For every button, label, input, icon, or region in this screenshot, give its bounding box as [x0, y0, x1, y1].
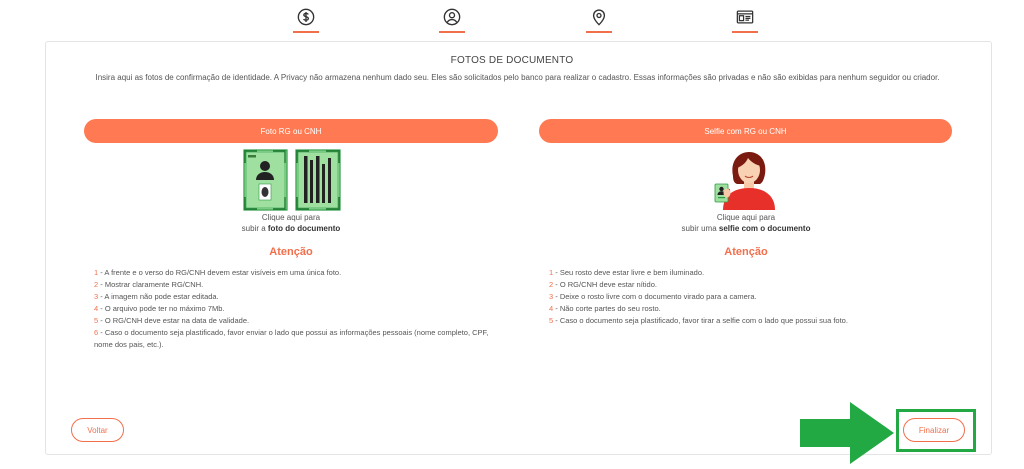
selfie-upload-link[interactable]: [646, 212, 846, 234]
selfie-upload-line2: [646, 223, 846, 234]
selfie-upload-prefix: subir uma: [681, 224, 719, 233]
selfie-upload-illustration[interactable]: [705, 146, 785, 210]
step-indicator: [0, 0, 1024, 40]
step-underline: [732, 31, 758, 33]
list-item: 4 - O arquivo pode ter no máximo 7Mb.: [94, 304, 225, 313]
list-item: 3 - A imagem não pode estar editada.: [94, 292, 219, 301]
step-profile[interactable]: [437, 8, 467, 34]
list-item: 5 - Caso o documento seja plastificado, favor tirar a selfie com o lado que possui sua foto.: [549, 316, 848, 325]
selfie-rules-list: [549, 267, 949, 327]
dollar-circle-icon: [297, 8, 315, 26]
list-item: 4 - Não corte partes do seu rosto.: [549, 304, 661, 313]
step-underline: [293, 31, 319, 33]
list-item: 2 - Mostrar claramente RG/CNH.: [94, 280, 204, 289]
documents-card: [45, 41, 992, 455]
document-upload-link[interactable]: [191, 212, 391, 234]
document-rules-list: [94, 267, 494, 351]
selfie-upload-line1: Clique aqui para: [716, 213, 776, 222]
step-documents[interactable]: [730, 8, 760, 34]
back-button[interactable]: Voltar: [71, 418, 124, 442]
list-item: 3 - Deixe o rosto livre com o documento virado para a camera.: [549, 292, 757, 301]
section-title: FOTOS DE DOCUMENTO: [450, 55, 574, 66]
document-upload-line2: [191, 223, 391, 234]
selfie-photo-header-label: Selfie com RG ou CNH: [704, 126, 787, 136]
selfie-photo-header: [539, 119, 952, 143]
list-item: 1 - A frente e o verso do RG/CNH devem estar visíveis em uma única foto.: [94, 268, 342, 277]
list-item: 5 - O RG/CNH deve estar na data de validade.: [94, 316, 250, 325]
document-upload-prefix: subir a: [241, 224, 268, 233]
list-item: 6 - Caso o documento seja plastificado, favor enviar o lado que possui as informações pessoais (nome completo, CPF, nome dos pais, etc.).: [94, 328, 489, 349]
document-photo-header-label: Foto RG ou CNH: [260, 126, 322, 136]
selfie-upload-bold: selfie com o documento: [718, 224, 811, 233]
document-attention-title: Atenção: [269, 246, 313, 258]
step-payment[interactable]: [291, 8, 321, 34]
selfie-attention-title: Atenção: [724, 246, 768, 258]
finish-button[interactable]: Finalizar: [903, 418, 965, 442]
step-underline: [439, 31, 465, 33]
list-item: 2 - O RG/CNH deve estar nítido.: [549, 280, 657, 289]
document-photo-header: [84, 119, 498, 143]
section-intro: Insira aqui as fotos de confirmação de identidade. A Privacy não armazena nenhum dado seu. Eles são solicitados pelo banco para realizar o cadastro. Essas informações são privadas e não são exibidas para nenhum seguidor ou criador.: [95, 73, 940, 82]
list-item: 1 - Seu rosto deve estar livre e bem iluminado.: [549, 268, 705, 277]
step-underline: [586, 31, 612, 33]
document-upload-illustration[interactable]: [243, 149, 341, 211]
arrow-right-icon: [800, 402, 894, 464]
document-upload-line1: Clique aqui para: [261, 213, 321, 222]
location-pin-icon: [590, 8, 608, 26]
id-card-icon: [736, 8, 754, 26]
step-address[interactable]: [584, 8, 614, 34]
document-upload-bold: foto do documento: [267, 224, 341, 233]
user-circle-icon: [443, 8, 461, 26]
